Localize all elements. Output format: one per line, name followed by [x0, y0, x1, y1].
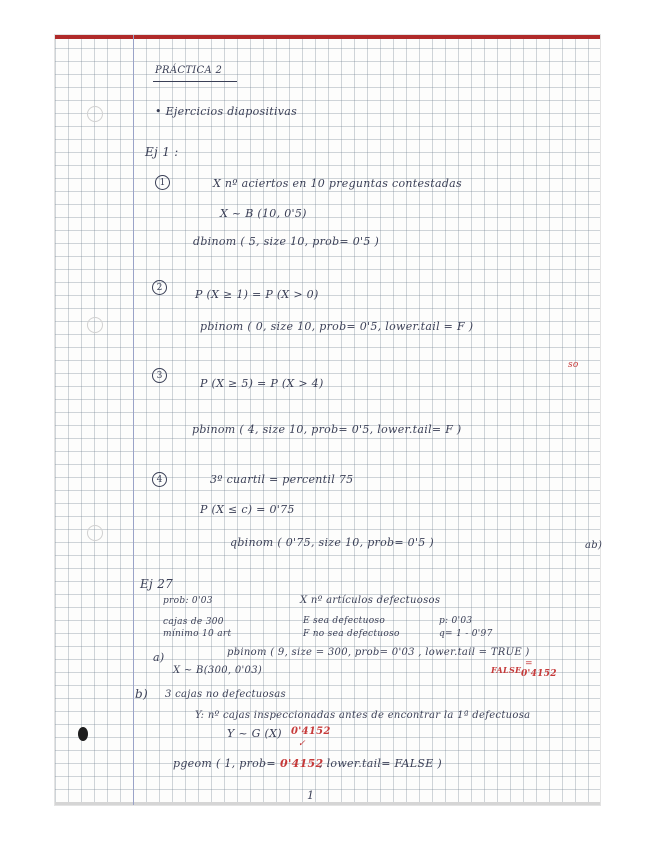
item1-line1: X nº aciertos en 10 preguntas contestadas [213, 177, 462, 190]
ej27-prob: prob: 0'03 [163, 596, 213, 606]
margin-line [133, 35, 134, 805]
item1-line2: X ~ B (10, 0'5) [220, 207, 307, 220]
part-b-distribution: Y ~ G (X) [227, 727, 282, 740]
part-a-code: pbinom ( 9, size = 300, prob= 0'03 , lower.tail = TRUE ) [227, 647, 530, 658]
part-a-distribution: X ~ B(300, 0'03) [173, 665, 263, 676]
part-b-code-prob: 0'4152 [280, 757, 324, 770]
ej27-p-line: p: 0'03 [439, 616, 473, 626]
page-bottom-edge [55, 802, 600, 805]
ej27-minimo: mínimo 10 art [163, 629, 232, 639]
item3-line1: P (X ≥ 5) = P (X > 4) [200, 377, 324, 390]
ej27-label: Ej 27 [140, 577, 174, 591]
page-top-edge [55, 35, 600, 39]
part-a-equals: = [525, 659, 533, 669]
ej27-q-line: q= 1 - 0'97 [439, 629, 493, 639]
page-subtitle: • Ejercicios diapositivas [155, 105, 298, 118]
item1-line3: dbinom ( 5, size 10, prob= 0'5 ) [193, 235, 380, 248]
item2-line2: pbinom ( 0, size 10, prob= 0'5, lower.tail = F ) [200, 320, 474, 333]
item2-line1: P (X ≥ 1) = P (X > 0) [195, 288, 319, 301]
ej27-cajas: cajas de 300 [163, 617, 224, 627]
part-a-result: 0'4152 [521, 669, 557, 679]
part-b-label: b) [135, 687, 148, 701]
notebook-page [55, 35, 603, 805]
punch-hole-top [87, 106, 103, 122]
part-b-arrow: ✓ [298, 739, 306, 749]
page-number: 1 [307, 789, 315, 802]
page-title: PRÁCTICA 2 [155, 65, 223, 76]
part-b-code-end: , lower.tail= FALSE ) [319, 757, 442, 770]
item4-number: 4 [152, 472, 167, 487]
ej27-f-line: F no sea defectuoso [303, 629, 400, 639]
ej27-x-def: X nº artículos defectuosos [300, 595, 441, 606]
item4-line2: P (X ≤ c) = 0'75 [200, 503, 295, 516]
ej1-label: Ej 1 : [145, 145, 179, 159]
item2-number: 2 [152, 280, 167, 295]
margin-note-ab: ab) [585, 540, 603, 551]
item1-number: 1 [155, 175, 170, 190]
part-a-false-correction: FALSE [491, 665, 522, 675]
part-a-label: a) [153, 651, 165, 664]
punch-hole-bottom [78, 727, 88, 741]
item4-line3: qbinom ( 0'75, size 10, prob= 0'5 ) [230, 536, 434, 549]
part-b-line1: 3 cajas no defectuosas [165, 689, 286, 700]
part-b-line2: Y: nº cajas inspeccionadas antes de encontrar la 1ª defectuosa [195, 710, 531, 721]
item4-line1: 3º cuartil = percentil 75 [210, 473, 354, 486]
ej27-e-line: E sea defectuoso [303, 616, 386, 626]
part-b-code-start: pgeom ( 1, prob= [173, 757, 276, 770]
margin-note-score: so [568, 360, 579, 370]
title-underline [153, 81, 237, 82]
item3-line2: pbinom ( 4, size 10, prob= 0'5, lower.tail= F ) [192, 423, 462, 436]
punch-hole-lower [87, 525, 103, 541]
punch-hole-middle [87, 317, 103, 333]
item3-number: 3 [152, 368, 167, 383]
part-b-distribution-value: 0'4152 [291, 726, 331, 737]
